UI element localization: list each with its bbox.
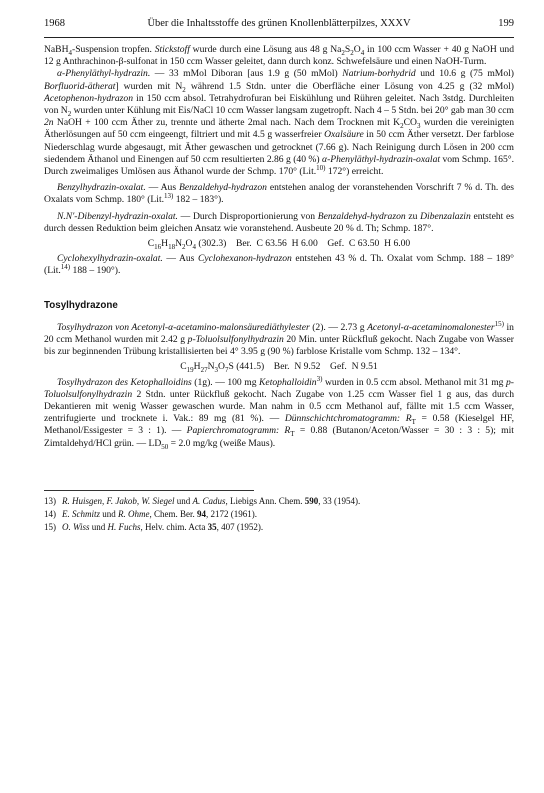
- analysis-formula-2: $C_{19}H_{27}N_3O_7S$ (441.5) Ber. N 9.52 Gef. N 9.51: [180, 361, 378, 375]
- year: 1968: [44, 18, 65, 29]
- footnote: 14) E. Schmitz und R. Ohme, Chem. Ber. 94, 2172 (1961).: [44, 508, 257, 519]
- analysis-formula-1: $C_{16}H_{18}N_2O_4$ (302.3) Ber. C 63.56 H 6.00 Gef. C 63.50 H 6.00: [147, 238, 411, 251]
- footnote: 13) R. Huisgen, F. Jakob, W. Siegel und A. Cadus, Liebigs Ann. Chem. 590, 33 (1954).: [44, 495, 361, 506]
- footnote-rule: [44, 490, 254, 491]
- paragraph-dibenzyl-hydrazin: N.N′-Dibenzyl-hydrazin-oxalat. — Durch Disproportionierung von Benzaldehyd-hydrazon zu Dibenzalazin entsteht es durch dessen Reduktion beim gleichen Ansatz wie voranstehend. Ausbeute 20 % d. Th; Schmp. 187°.: [44, 210, 514, 234]
- header-rule: [44, 37, 514, 38]
- article-body: [44, 44, 514, 534]
- paragraph-cyclohexylhydrazin: Cyclohexylhydrazin-oxalat. — Aus Cyclohexanon-hydrazon entstehen 43 % d. Th. Oxalat vom Schmp. 188 – 189° (Lit.$^{14)}$ 188 – 190°).: [44, 253, 515, 277]
- running-header: [44, 18, 514, 34]
- page-number: 199: [498, 18, 514, 29]
- paragraph-nabh4: NaBH$_4$-Suspension tropfen. Stickstoff wurde durch eine Lösung aus 48 g $Na_2S_2O_4$ in 100 ccm Wasser + 40 g NaOH und 12 g Anthrachinon-β-sulfonat in 150 ccm Wasser geleitet, dann durch konz. Schwefelsäure und einen NaOH-Turm.: [44, 44, 514, 68]
- section-title: Tosylhydrazone: [44, 299, 118, 311]
- running-title: Über die Inhaltsstoffe des grünen Knollenblätterpilzes, XXXV: [147, 18, 411, 29]
- paragraph-phenylaethyl-hydrazin: α-Phenyläthyl-hydrazin. — 33 mMol Diboran [aus 1.9 g (50 mMol) Natrium-borhydrid und 10.6 g (75 mMol) Borfluorid-ätherat] wurden mit $N_2$ während 1.5 Stdn. unter die Oberfläche einer Lösung von 4.25 g (32 mMol) Acetophenon-hydrazon in 150 ccm absol. Tetrahydrofuran bei Eiskühlung und Rühren geleitet. Nach 3stdg. Durchleiten von $N_2$ wurden unter Kühlung mit Eis/NaCl 10 ccm Wasser langsam zugetropft. Nach 4 – 5 Stdn. bei 20° gab man 30 ccm 2n NaOH + 100 ccm Äther zu, trennte und ätherte 2mal nach. Nach dem Trocknen mit $K_2CO_3$ wurden die vereinigten Ätherlösungen auf 50 ccm eingeengt, filtriert und mit 4.5 g wasserfreier Oxalsäure in 50 ccm Äther versetzt. Der farblose Niederschlag wurde abgesaugt, mit Äther gewaschen und getrocknet (7.66 g). Nach Reinigung durch Lösen in 200 ccm siedendem Äthanol und Einengen auf 50 ccm resultierten 2.86 g (40 %) α-Phenyläthyl-hydrazin-oxalat vom Schmp. 165°. Durch zweimaliges Umlösen aus Äthanol wurde der Schmp. 170° (Lit.$^{10)}$ 172°) erreicht.: [44, 68, 514, 178]
- paragraph-tosylhydrazon-malonester: Tosylhydrazon von Acetonyl-α-acetamino-malonsäurediäthylester (2). — 2.73 g Acetonyl-α-acetaminomalonester$^{15)}$ in 20 ccm Methanol wurden mit 2.42 g p-Toluolsulfonylhydrazin 20 Min. unter Rückfluß gekocht. Nach Zugabe von Wasser bis zur beginnenden Trübung kristallisierten bei 4° 3.95 g (90 %) farblose Kristalle vom Schmp. 132 – 134°.: [44, 319, 514, 358]
- paragraph-tosylhydrazon-ketophalloidin: Tosylhydrazon des Ketophalloidins (1g). — 100 mg Ketophalloidin$^{3)}$ wurden in 0.5 ccm absol. Methanol mit 31 mg p-Toluolsulfonylhydrazin 2 Stdn. unter Rückfluß gekocht. Nach Zugabe von 1.25 ccm Wasser fiel 1 g aus, das durch Dekantieren mit wenig Wasser gewaschen wurde. Man nahm in 0.5 ccm Methanol auf, fällte mit 1.5 ccm Wasser, zentrifugierte und trocknete i. Vak.: 89 mg (81 %). — Dünnschichtchromatogramm: $R_T = 0.58$ (Kieselgel HF, Methanol/Essigester = 3 : 1). — Papierchromatogramm: $R_T = 0.88$ (Butanon/Aceton/Wasser = 30 : 3 : 5); mit Zimtaldehyd/HCl grün. — $LD_{50} = 2.0$ mg/kg (weiße Maus).: [44, 374, 514, 451]
- paragraph-benzylhydrazin: Benzylhydrazin-oxalat. — Aus Benzaldehyd-hydrazon entstehen analog der voranstehenden Vorschrift 7 % d. Th. des Oxalats vom Schmp. 180° (Lit.$^{13)}$ 182 – 183°).: [44, 182, 514, 206]
- footnote: 15) O. Wiss und H. Fuchs, Helv. chim. Acta 35, 407 (1952).: [44, 521, 264, 532]
